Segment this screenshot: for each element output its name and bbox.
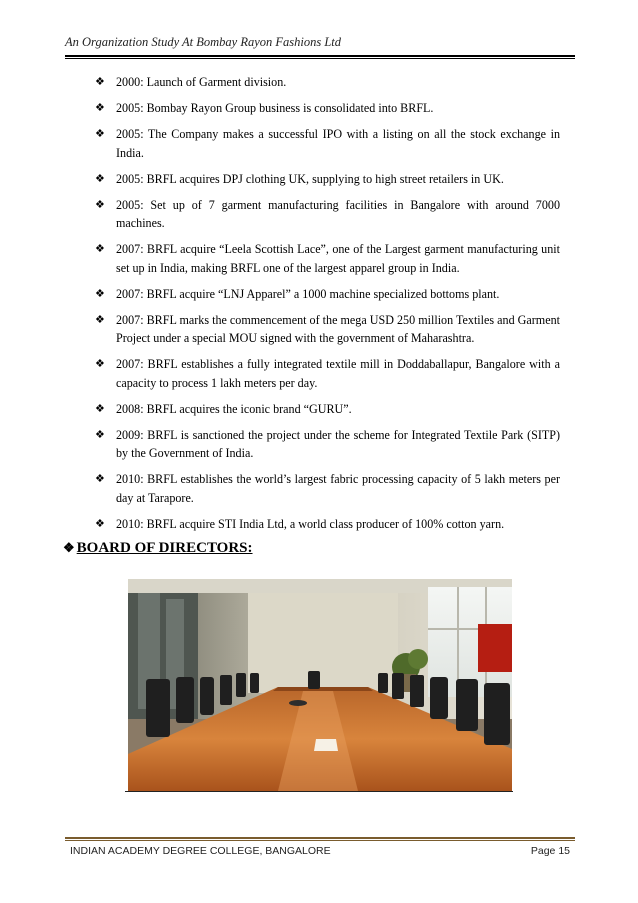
- four-diamond-bullet-icon: ❖: [95, 243, 105, 256]
- timeline-item: [95, 73, 560, 92]
- timeline-item-text: 2007: BRFL acquire “Leela Scottish Lace”, one of the Largest garment manufacturing unit set up in India, making BRFL one of the largest apparel group in India.: [116, 242, 560, 275]
- timeline-item-text: 2005: Set up of 7 garment manufacturing facilities in Bangalore with around 7000 machines.: [116, 197, 560, 231]
- section-heading-text: BOARD OF DIRECTORS:: [76, 540, 253, 556]
- timeline-item: [95, 285, 560, 304]
- timeline-item-text: 2005: Bombay Rayon Group business is consolidated into BRFL.: [116, 100, 434, 115]
- four-diamond-bullet-icon: ❖: [95, 473, 105, 486]
- footer-college: INDIAN ACADEMY DEGREE COLLEGE, BANGALORE: [70, 845, 331, 857]
- timeline-item-text: 2007: BRFL marks the commencement of the mega USD 250 million Textiles and Garment Project under a special MOU signed with the government of Maharashtra.: [116, 312, 560, 346]
- timeline-item: [95, 426, 560, 463]
- timeline-item-text: 2008: BRFL acquires the iconic brand “GURU”.: [116, 401, 352, 416]
- timeline-item: [95, 400, 560, 419]
- timeline-item: [95, 311, 560, 348]
- four-diamond-bullet-icon: ❖: [95, 76, 105, 88]
- four-diamond-bullet-icon: ❖: [95, 287, 105, 300]
- timeline-item-text: 2005: BRFL acquires DPJ clothing UK, supplying to high street retailers in UK.: [116, 171, 504, 186]
- timeline-item: [95, 99, 560, 118]
- four-diamond-bullet-icon: ❖: [95, 428, 105, 441]
- four-diamond-bullet-icon: ❖: [95, 101, 105, 114]
- timeline-item-text: 2007: BRFL acquire “LNJ Apparel” a 1000 machine specialized bottoms plant.: [116, 286, 500, 301]
- timeline-item: [95, 170, 560, 189]
- four-diamond-bullet-icon: ❖: [95, 517, 105, 530]
- timeline-item-text: 2005: The Company makes a successful IPO with a listing on all the stock exchange in India.: [116, 126, 560, 160]
- timeline-item-text: 2007: BRFL establishes a fully integrated textile mill in Doddaballapur, Bangalore with a capacity to process 1 lakh meters per day.: [116, 357, 560, 390]
- header-divider-thin: [65, 58, 575, 59]
- footer-divider-thin: [65, 840, 575, 841]
- four-diamond-bullet-icon: ❖: [95, 127, 105, 140]
- four-diamond-bullet-icon: ❖: [95, 402, 105, 415]
- timeline-item-text: 2010: BRFL acquire STI India Ltd, a world class producer of 100% cotton yarn.: [116, 516, 505, 531]
- timeline-item: [95, 470, 560, 507]
- four-diamond-bullet-icon: ❖: [63, 540, 75, 555]
- header-divider: [65, 55, 575, 57]
- footer-divider: [65, 837, 575, 839]
- timeline-list: [95, 73, 560, 541]
- four-diamond-bullet-icon: ❖: [95, 198, 105, 211]
- four-diamond-bullet-icon: ❖: [95, 313, 105, 326]
- photo-underline: [125, 791, 513, 792]
- four-diamond-bullet-icon: ❖: [95, 172, 105, 185]
- timeline-item: [95, 125, 560, 162]
- timeline-item-text: 2009: BRFL is sanctioned the project under the scheme for Integrated Textile Park (SITP) by the Government of India.: [116, 427, 560, 461]
- timeline-item-text: 2000: Launch of Garment division.: [116, 75, 287, 89]
- footer-page-number: Page 15: [530, 845, 570, 857]
- timeline-item-text: 2010: BRFL establishes the world’s largest fabric processing capacity of 5 lakh meters per day at Tarapore.: [116, 472, 560, 505]
- timeline-item: [95, 355, 560, 392]
- page-header-title: An Organization Study At Bombay Rayon Fashions Ltd: [65, 35, 342, 49]
- boardroom-illustration: [128, 579, 512, 791]
- section-heading: [63, 540, 253, 557]
- boardroom-photo: [128, 579, 512, 791]
- timeline-item: [95, 196, 560, 233]
- timeline-item: [95, 240, 560, 277]
- four-diamond-bullet-icon: ❖: [95, 358, 105, 371]
- timeline-item: [95, 515, 560, 534]
